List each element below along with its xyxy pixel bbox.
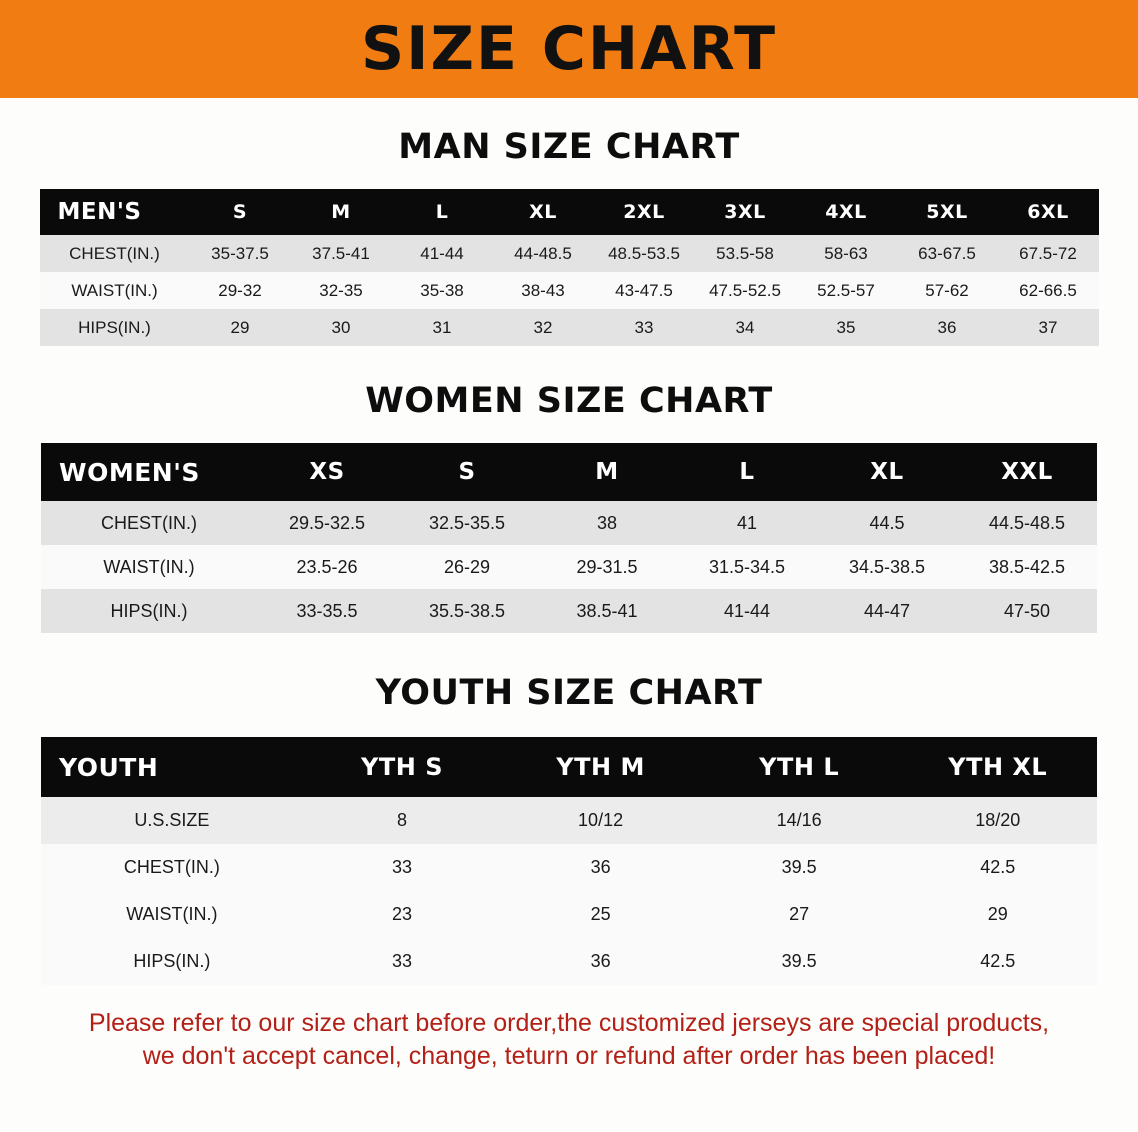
table-cell: 32 (493, 309, 594, 346)
column-header: S (397, 443, 537, 501)
table-cell: 48.5-53.5 (594, 235, 695, 272)
table-cell: 44-47 (817, 589, 957, 633)
table-cell: 38 (537, 501, 677, 545)
row-label: HIPS(IN.) (41, 589, 257, 633)
table-cell: 39.5 (700, 938, 899, 985)
youth-size-table (41, 737, 1097, 985)
table-cell: 41 (677, 501, 817, 545)
table-cell: 38.5-41 (537, 589, 677, 633)
row-label: U.S.SIZE (41, 797, 303, 844)
table-cell: 33 (594, 309, 695, 346)
table-cell: 44-48.5 (493, 235, 594, 272)
table-cell: 38.5-42.5 (957, 545, 1097, 589)
column-header: XL (493, 189, 594, 235)
column-header: M (537, 443, 677, 501)
table-cell: 29 (190, 309, 291, 346)
women-size-table (41, 443, 1097, 633)
table-cell: 38-43 (493, 272, 594, 309)
column-header: YTH L (700, 737, 899, 797)
table-cell: 43-47.5 (594, 272, 695, 309)
table-cell: 33 (303, 938, 502, 985)
table-cell: 29-32 (190, 272, 291, 309)
table-cell: 37 (998, 309, 1099, 346)
table-cell: 39.5 (700, 844, 899, 891)
policy-note-line-2: we don't accept cancel, change, teturn or refund after order has been placed! (142, 1042, 996, 1070)
table-cell: 8 (303, 797, 502, 844)
table-cell: 35 (796, 309, 897, 346)
table-cell: 47-50 (957, 589, 1097, 633)
table-row (41, 938, 1097, 985)
table-cell: 42.5 (898, 844, 1097, 891)
table-cell: 30 (291, 309, 392, 346)
man-size-table (40, 189, 1099, 346)
column-header: L (677, 443, 817, 501)
column-header: YOUTH (41, 737, 303, 797)
table-cell: 63-67.5 (897, 235, 998, 272)
column-header: 4XL (796, 189, 897, 235)
column-header: L (392, 189, 493, 235)
table-row (41, 589, 1097, 633)
man-section-title: MAN SIZE CHART (398, 127, 740, 167)
column-header: XL (817, 443, 957, 501)
table-cell: 35-38 (392, 272, 493, 309)
table-cell: 58-63 (796, 235, 897, 272)
table-cell: 53.5-58 (695, 235, 796, 272)
policy-note-line-1: Please refer to our size chart before order,the customized jerseys are special products, (88, 1009, 1050, 1037)
row-label: CHEST(IN.) (41, 501, 257, 545)
table-cell: 33 (303, 844, 502, 891)
column-header: M (291, 189, 392, 235)
row-label: CHEST(IN.) (41, 844, 303, 891)
table-cell: 33-35.5 (257, 589, 397, 633)
row-label: CHEST(IN.) (40, 235, 190, 272)
table-cell: 35-37.5 (190, 235, 291, 272)
column-header: YTH XL (898, 737, 1097, 797)
table-cell: 52.5-57 (796, 272, 897, 309)
table-cell: 18/20 (898, 797, 1097, 844)
table-cell: 41-44 (677, 589, 817, 633)
row-label: HIPS(IN.) (40, 309, 190, 346)
table-cell: 41-44 (392, 235, 493, 272)
table-cell: 31.5-34.5 (677, 545, 817, 589)
table-cell: 29.5-32.5 (257, 501, 397, 545)
youth-section-title: YOUTH SIZE CHART (375, 673, 763, 713)
table-row (40, 309, 1099, 346)
header-banner (0, 0, 1138, 98)
table-cell: 10/12 (501, 797, 700, 844)
column-header: 3XL (695, 189, 796, 235)
page-title: SIZE CHART (360, 14, 778, 84)
table-cell: 23 (303, 891, 502, 938)
table-row (41, 891, 1097, 938)
women-section-title: WOMEN SIZE CHART (365, 381, 773, 421)
table-header-row (41, 443, 1097, 501)
man-table-wrap (0, 189, 1138, 346)
table-cell: 34.5-38.5 (817, 545, 957, 589)
row-label: WAIST(IN.) (40, 272, 190, 309)
column-header: S (190, 189, 291, 235)
table-cell: 44.5 (817, 501, 957, 545)
table-cell: 29-31.5 (537, 545, 677, 589)
table-cell: 32-35 (291, 272, 392, 309)
table-row (41, 844, 1097, 891)
table-header-row (40, 189, 1099, 235)
column-header: 2XL (594, 189, 695, 235)
table-cell: 36 (501, 844, 700, 891)
table-cell: 26-29 (397, 545, 537, 589)
table-cell: 31 (392, 309, 493, 346)
table-row (40, 272, 1099, 309)
table-cell: 32.5-35.5 (397, 501, 537, 545)
column-header: YTH M (501, 737, 700, 797)
youth-table-wrap (0, 737, 1138, 985)
table-row (40, 235, 1099, 272)
column-header: 6XL (998, 189, 1099, 235)
table-cell: 37.5-41 (291, 235, 392, 272)
column-header: YTH S (303, 737, 502, 797)
policy-note (40, 1007, 1098, 1073)
table-header-row (41, 737, 1097, 797)
table-row (41, 797, 1097, 844)
table-cell: 14/16 (700, 797, 899, 844)
table-cell: 47.5-52.5 (695, 272, 796, 309)
column-header: WOMEN'S (41, 443, 257, 501)
row-label: HIPS(IN.) (41, 938, 303, 985)
table-row (41, 545, 1097, 589)
row-label: WAIST(IN.) (41, 545, 257, 589)
table-row (41, 501, 1097, 545)
table-cell: 67.5-72 (998, 235, 1099, 272)
table-cell: 42.5 (898, 938, 1097, 985)
women-table-wrap (0, 443, 1138, 633)
table-cell: 29 (898, 891, 1097, 938)
table-cell: 35.5-38.5 (397, 589, 537, 633)
table-cell: 34 (695, 309, 796, 346)
table-cell: 57-62 (897, 272, 998, 309)
column-header: XXL (957, 443, 1097, 501)
column-header: MEN'S (40, 189, 190, 235)
row-label: WAIST(IN.) (41, 891, 303, 938)
column-header: XS (257, 443, 397, 501)
table-cell: 25 (501, 891, 700, 938)
table-cell: 44.5-48.5 (957, 501, 1097, 545)
table-cell: 62-66.5 (998, 272, 1099, 309)
table-cell: 36 (501, 938, 700, 985)
table-cell: 27 (700, 891, 899, 938)
table-cell: 23.5-26 (257, 545, 397, 589)
table-cell: 36 (897, 309, 998, 346)
column-header: 5XL (897, 189, 998, 235)
